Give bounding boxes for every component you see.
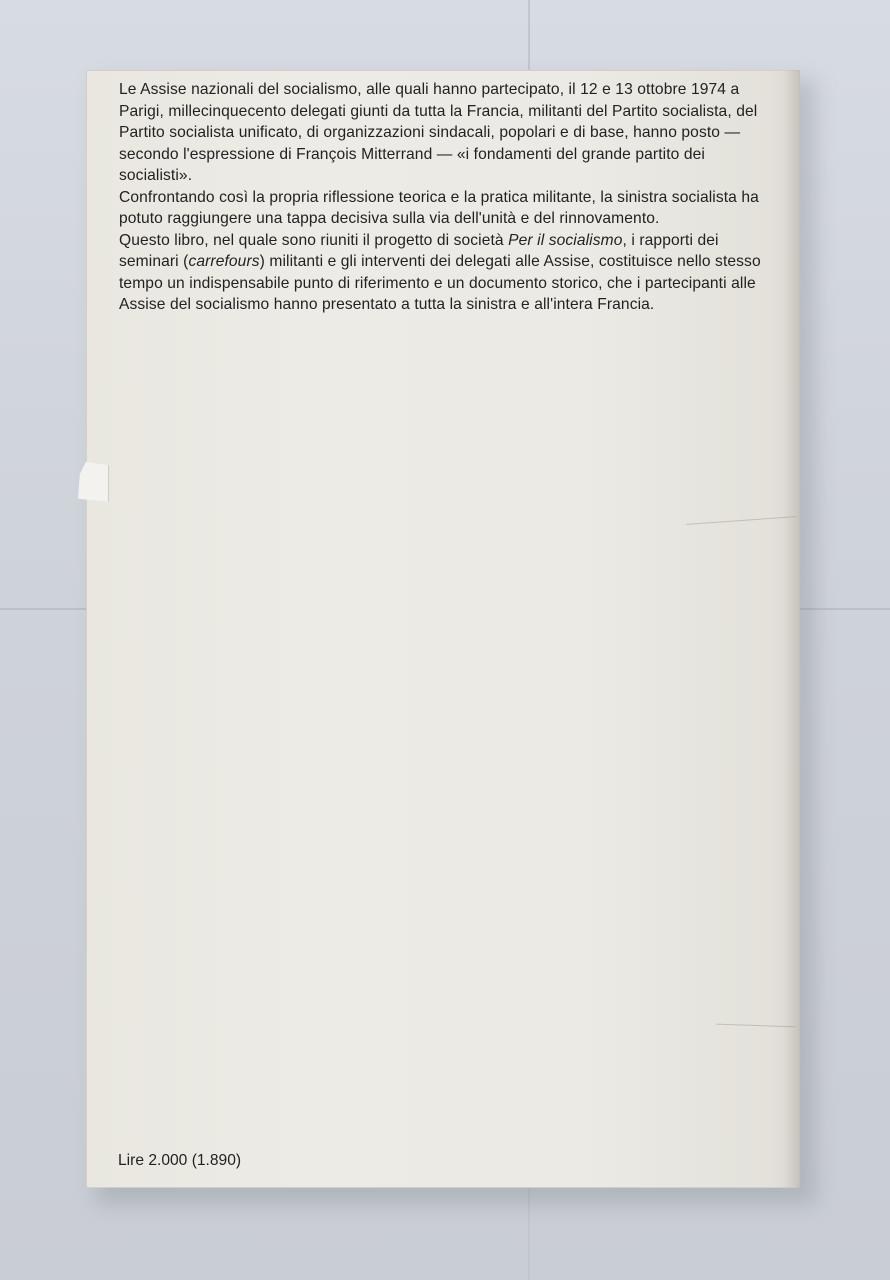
book-back-cover [86, 70, 800, 1188]
torn-cover-edge [78, 462, 109, 502]
price-label: Lire 2.000 (1.890) [118, 1152, 242, 1169]
book-spine-edge [784, 70, 800, 1188]
blurb-paragraph-2: Confrontando così la propria riflessione teorica e la pratica militante, la sinistra socialista ha potuto raggiungere una tappa decisiva sulla via dell'unità e del rinnovamento. [119, 188, 759, 227]
blurb-text: ) militanti e gli interventi dei delegati alle Assise, costituisce nello stesso tempo un indispensabile punto di riferimento e un documento storico, che i partecipanti alle Assise del socialismo hanno presentato a tutta la sinistra e all'intera Francia. [119, 253, 761, 313]
term-italic: carrefours [188, 253, 260, 270]
cover-blurb [119, 79, 769, 316]
blurb-paragraph-3 [119, 230, 769, 316]
cover-crease [686, 516, 796, 525]
blurb-paragraph-1: Le Assise nazionali del socialismo, alle quali hanno partecipato, il 12 e 13 ottobre 1974 a Parigi, millecinquecento delegati giunti da tutta la Francia, militanti del Partito socialista, del Partito socialista unificato, di organizzazioni sindacali, popolari e di base, hanno posto — secondo l'espressione di François Mitterrand — «i fondamenti del grande partito dei socialisti». [119, 81, 758, 184]
blurb-text: , i rapporti dei seminari ( [119, 231, 719, 270]
blurb-text: Questo libro, nel quale sono riuniti il progetto di società [119, 231, 509, 249]
book-title-italic: Per il socialismo [508, 231, 623, 249]
